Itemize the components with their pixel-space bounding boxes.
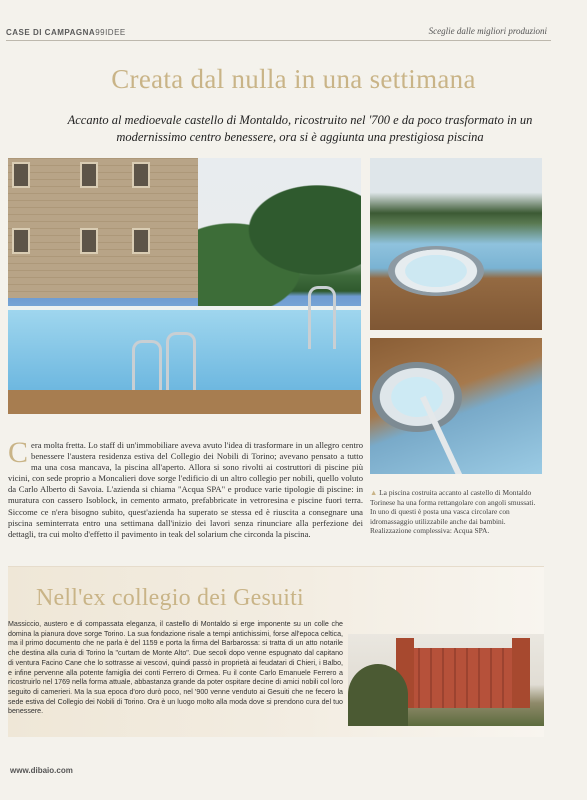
sidebar-title: Nell'ex collegio dei Gesuiti <box>36 585 304 611</box>
tree <box>348 664 408 726</box>
article-subtitle: Accanto al medioevale castello di Montaldo, ricostruito nel '700 e da poco trasformato in un modernissimo centro benessere, ora si è aggiunta una prestigiosa piscina <box>67 113 533 144</box>
header-divider <box>6 40 551 41</box>
article-body-text: era molta fretta. Lo staff di un'immobiliare aveva avuto l'idea di trasformare in un allegro centro benessere l'austera residenza estiva del Collegio dei Nobili di Torino; avevano pensato a tutto ma una cosa mancava, la piscina all'aperto. Allora si sono rivolti ai costruttori di piscine più vicini, con sede proprio a Moncalieri dove sorge l'edificio di un altro collegio per nobili, quello voluto da Carlo Alberto di Savoia. L'azienda si chiama "Acqua SPA" e produce varie tipologie di piscine: in muratura con cassero Isoblock, in cemento armato, prefabbricate in vetroresina e piscine fuori terra. Siccome ce n'era bisogno subito, quest'azienda ha superato se stessa ed è riuscita a consegnare una piscina seminterrata entro una settimana dall'inizio dei lavori senza rinunciare alla perfezione dei dettagli, tra cui molto d'effetto il pavimento in teak del solarium che circonda la piscina. <box>8 440 363 539</box>
section-name: CASE DI CAMPAGNA <box>6 28 96 37</box>
section-header <box>6 28 126 37</box>
footer-url: www.dibaio.com <box>10 766 73 775</box>
hot-tub-detail-photo <box>370 338 542 474</box>
article-title: Creata dal nulla in una settimana <box>111 64 476 94</box>
hot-tub <box>388 246 484 296</box>
issue-name: 99IDEE <box>95 28 126 37</box>
castle-photo <box>348 634 544 726</box>
hot-tub-photo <box>370 158 542 330</box>
castle-building <box>396 648 526 708</box>
caption-text: La piscina costruita accanto al castello di Montaldo Torinese ha una forma rettangolare con angoli smussati. In uno di questi è posta una vasca circolare con idromassaggio utilizzabile anche dai bambini. Realizzazione complessiva: Acqua SPA. <box>370 488 536 536</box>
castle-facade <box>8 158 198 298</box>
trees <box>198 178 361 308</box>
caption-marker-icon: ▲ <box>370 488 380 497</box>
drop-cap: C <box>8 436 29 469</box>
article-body <box>8 436 363 540</box>
header-tagline: Sceglie dalle migliori produzioni <box>428 26 547 36</box>
sidebar-body: Massiccio, austero e di compassata eleganza, il castello di Montaldo si erge imponente su un colle che domina la pianura dove sorge Torino. La sua fondazione risale a tempi antichissimi, forse all'epoca celtica, ma il primo documento che ne parla è del 1159 e porta la firma del Barbarossa: si tratta di un atto notarile che destina alla curia di Torino la "curtam de Monte Alto". Due secoli dopo venne espugnato dal capitano di ventura Facino Cane che lo sottrasse ai vescovi, quindi passò in proprietà ai feudatari di Chieri, i Balbo, e infine pervenne alla potente famiglia dei conti Ferrero di Ormea. Fu il conte Carlo Emanuele Ferrero a ricostruirlo nel 1769 nella forma attuale, abbastanza grande da poter ospitare decine di amici nobili col loro seguito di camerieri. Ma la sua epoca d'oro durò poco, nel '900 venne venduto ai Gesuiti che ne fecero la sede estiva del Collegio dei Nobili di Torino. Ora è un luogo molto alla moda dove si prendono cura del tuo benessere. <box>8 620 343 716</box>
pool-castle-photo <box>8 158 361 414</box>
teak-deck <box>8 390 361 414</box>
photo-caption <box>370 488 540 536</box>
